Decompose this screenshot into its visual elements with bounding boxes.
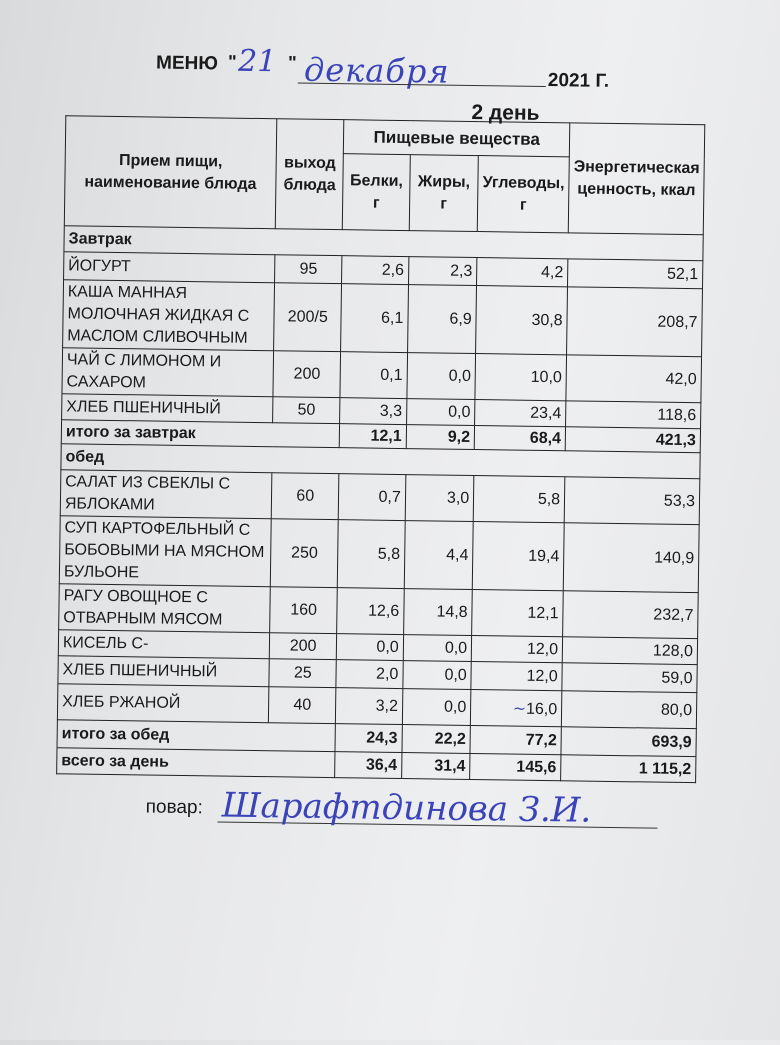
dish-name: ЧАЙ С ЛИМОНОМ И САХАРОМ — [62, 348, 274, 397]
dish-protein: 6,1 — [341, 284, 408, 353]
dish-carbs: 12,1 — [472, 590, 564, 637]
dish-energy: 208,7 — [567, 287, 703, 357]
dish-carbs: 5,8 — [473, 476, 565, 523]
dish-energy: 118,6 — [566, 401, 701, 429]
total-energy: 421,3 — [565, 427, 700, 453]
dish-name: КИСЕЛЬ С- — [58, 630, 269, 659]
total-protein: 12,1 — [340, 424, 407, 449]
header-energy: Энергетическая ценность, ккал — [568, 123, 704, 235]
menu-year: 2021 Г. — [547, 70, 610, 92]
dish-carbs — [471, 690, 562, 727]
dish-protein: 2,0 — [336, 660, 403, 689]
dish-carbs-value: 16,0 — [525, 700, 558, 718]
header-output: выход блюда — [275, 119, 344, 230]
dish-protein: 0,1 — [340, 352, 407, 399]
dish-name: ХЛЕБ РЖАНОЙ — [57, 684, 269, 723]
header-meal: Прием пищи, наименование блюда — [64, 116, 277, 229]
handwritten-day: 21 — [237, 43, 277, 80]
dish-protein: 12,6 — [337, 588, 404, 635]
day-total-fat: 31,4 — [401, 753, 470, 780]
cook-label: повар: — [145, 796, 203, 819]
dish-energy: 140,9 — [563, 523, 699, 593]
quote-open: " — [227, 51, 237, 72]
dish-name: САЛАТ ИЗ СВЕКЛЫ С ЯБЛОКАМИ — [60, 470, 272, 519]
header-nutrients: Пищевые вещества — [344, 120, 570, 157]
total-carbs: 77,2 — [470, 726, 561, 755]
table-row — [59, 516, 699, 593]
menu-header — [155, 43, 637, 104]
total-label: итого за обед — [57, 720, 336, 752]
header-protein: Белки, г — [343, 154, 410, 231]
day-total-label: всего за день — [57, 748, 336, 778]
dish-output: 40 — [268, 687, 336, 724]
dish-protein: 3,3 — [340, 398, 407, 425]
dish-fat: 4,4 — [404, 521, 473, 590]
dish-protein: 2,6 — [342, 256, 409, 285]
dish-protein: 5,8 — [338, 520, 405, 589]
dish-fat: 0,0 — [402, 689, 471, 726]
dish-carbs: 4,2 — [477, 258, 568, 287]
total-label: итого за завтрак — [61, 420, 340, 448]
dish-carbs: 30,8 — [476, 286, 568, 355]
dish-output: 60 — [271, 473, 339, 520]
total-fat: 9,2 — [406, 425, 475, 450]
dish-fat: 6,9 — [407, 285, 476, 354]
day-total-energy: 1 115,2 — [561, 755, 696, 783]
pen-tick-mark: ~ — [512, 698, 527, 718]
dish-output: 250 — [270, 519, 338, 588]
table-row — [63, 280, 703, 357]
dish-fat: 0,0 — [407, 353, 476, 400]
dish-output: 200/5 — [274, 283, 342, 352]
dish-fat: 0,0 — [406, 399, 475, 426]
dish-output: 25 — [269, 659, 337, 688]
dish-energy: 42,0 — [566, 355, 702, 403]
total-protein: 24,3 — [335, 724, 402, 753]
dish-fat: 0,0 — [403, 635, 472, 662]
dish-carbs: 23,4 — [475, 400, 566, 427]
dish-carbs: 12,0 — [471, 662, 562, 691]
cook-signature: Шарафтдинова З.И. — [221, 785, 592, 831]
dish-energy: 52,1 — [568, 259, 703, 289]
handwritten-month: декабря — [303, 50, 450, 91]
day-total-carbs: 145,6 — [470, 754, 561, 781]
dish-carbs: 10,0 — [475, 354, 567, 401]
dish-energy: 53,3 — [564, 477, 700, 525]
dish-protein: 0,0 — [337, 634, 404, 661]
dish-protein: 0,7 — [339, 474, 406, 521]
dish-output: 200 — [273, 351, 341, 398]
dish-name: ЙОГУРТ — [64, 252, 275, 283]
day-label: 2 день — [471, 100, 540, 125]
dish-output: 50 — [273, 397, 341, 424]
dish-name: ХЛЕБ ПШЕНИЧНЫЙ — [58, 656, 269, 687]
total-fat: 22,2 — [402, 725, 471, 754]
dish-name: КАША МАННАЯ МОЛОЧНАЯ ЖИДКАЯ С МАСЛОМ СЛИВОЧНЫМ — [63, 280, 275, 351]
dish-name: ХЛЕБ ПШЕНИЧНЫЙ — [62, 394, 273, 423]
menu-label: МЕНЮ — [155, 52, 219, 75]
day-total-protein: 36,4 — [335, 752, 402, 779]
menu-table — [56, 115, 705, 783]
dish-output: 95 — [275, 255, 343, 284]
section-breakfast: Завтрак — [64, 226, 703, 261]
dish-energy: 59,0 — [562, 663, 697, 693]
dish-energy: 232,7 — [563, 591, 699, 639]
dish-output: 200 — [269, 633, 337, 660]
dish-energy: 80,0 — [561, 691, 696, 729]
section-lunch: обед — [61, 444, 700, 479]
dish-protein: 3,2 — [336, 688, 403, 725]
dish-name: РАГУ ОВОЩНОЕ С ОТВАРНЫМ МЯСОМ — [59, 584, 271, 633]
cook-footer — [145, 786, 780, 855]
dish-output: 160 — [270, 587, 338, 634]
quote-close: " — [287, 52, 297, 73]
dish-fat: 14,8 — [403, 589, 472, 636]
dish-energy: 128,0 — [562, 637, 697, 665]
total-energy: 693,9 — [561, 727, 696, 757]
dish-name: СУП КАРТОФЕЛЬНЫЙ С БОБОВЫМИ НА МЯСНОМ БУЛЬОНЕ — [59, 516, 271, 587]
dish-carbs: 19,4 — [472, 522, 564, 591]
header-carbs: Углеводы, г — [477, 156, 569, 233]
dish-fat: 3,0 — [405, 475, 474, 522]
dish-fat: 2,3 — [408, 257, 477, 286]
dish-fat: 0,0 — [403, 661, 472, 690]
header-fat: Жиры, г — [409, 155, 478, 232]
total-carbs: 68,4 — [474, 426, 565, 451]
dish-carbs: 12,0 — [471, 636, 562, 663]
